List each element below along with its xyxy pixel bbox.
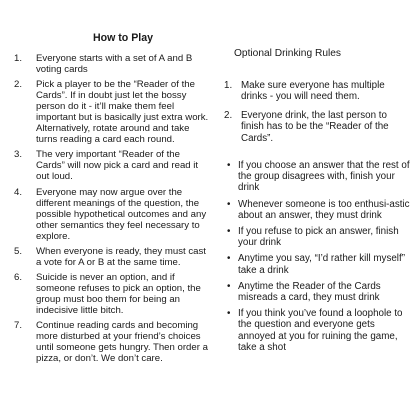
drinking-bullet: [224, 308, 410, 353]
how-to-play-title: How to Play: [92, 32, 154, 44]
how-to-play-section: [14, 32, 210, 368]
play-rule: [14, 149, 210, 182]
bullet-icon: •: [227, 308, 231, 320]
drinking-bullet-text: If you choose an answer that the rest of the group disagrees with, finish your drink: [238, 160, 410, 194]
drinking-rule-text: Make sure everyone has multiple drinks - you will need them.: [241, 80, 385, 103]
play-rule-number: 1.: [14, 53, 23, 64]
play-rule-number: 6.: [14, 271, 23, 283]
play-rule-number: 4.: [14, 186, 23, 198]
drinking-rules-title: Optional Drinking Rules: [234, 48, 342, 59]
drinking-bullet-text: Anytime the Reader of the Cards misreads a card, they must drink: [238, 280, 381, 304]
play-rule-number: 7.: [14, 320, 23, 332]
play-rule: [14, 79, 210, 145]
drinking-bullet-list: [224, 160, 410, 353]
play-rule-number: 5.: [14, 245, 23, 257]
drinking-bullet: [224, 281, 410, 303]
play-rule: [14, 320, 210, 364]
play-rule-text: Suicide is never an option, and if someone refuses to pick an option, the group must boo them for being an indecisive little bitch.: [36, 271, 201, 316]
play-rule-number: 2.: [14, 79, 23, 91]
play-rule: [14, 53, 210, 75]
drinking-rules-section: [224, 48, 410, 358]
bullet-icon: •: [227, 253, 231, 265]
bullet-icon: •: [227, 226, 231, 238]
drinking-rule: [224, 80, 410, 103]
play-rule-text: The very important “Reader of the Cards” will now pick a card and read it out loud.: [36, 149, 199, 183]
drinking-bullet-text: Anytime you say, “I’d rather kill myself” take a drink: [238, 253, 405, 276]
bullet-icon: •: [227, 160, 231, 172]
play-rule-text: Pick a player to be the “Reader of the Cards”. If in doubt just let the bossy person do it - it’ll make them feel important but is basically just extra work. Alternatively, rotate around and take turns reading a card each round.: [36, 79, 209, 146]
drinking-bullet: [224, 199, 410, 221]
drinking-rule-number: 1.: [224, 80, 233, 91]
play-rule-text: Everyone starts with a set of A and B voting cards: [36, 53, 193, 76]
drinking-bullet: [224, 160, 410, 194]
play-rule-number: 3.: [14, 149, 23, 161]
drinking-rule-number: 2.: [224, 109, 233, 121]
drinking-bullet-text: Whenever someone is too enthusi-astic about an answer, they must drink: [238, 198, 410, 221]
drinking-bullet-text: If you refuse to pick an answer, finish your drink: [238, 226, 399, 249]
drinking-bullet: [224, 253, 410, 275]
play-rule: [14, 246, 210, 268]
play-rule-text: When everyone is ready, they must cast a vote for A or B at the same time.: [36, 245, 206, 268]
play-rule-text: Everyone may now argue over the different meanings of the question, the possible hypothetical outcomes and any other semantics they feel necessary to explore.: [36, 186, 207, 242]
drinking-bullet-text: If you think you’ve found a loophole to the question and everyone gets annoyed at you for ruining the game, take a shot: [238, 308, 403, 353]
drinking-rule-text: Everyone drink, the last person to finish has to be the “Reader of the Cards”.: [241, 109, 389, 144]
drinking-bullet: [224, 226, 410, 248]
play-rule: [14, 272, 210, 316]
play-rule: [14, 187, 210, 242]
bullet-icon: •: [227, 198, 231, 210]
bullet-icon: •: [227, 280, 231, 292]
play-rule-text: Continue reading cards and becoming more disturbed at your friend’s choices until someone gets hungry. Then order a pizza, or don’t. We don’t care.: [36, 320, 208, 365]
drinking-rule: [224, 110, 410, 144]
